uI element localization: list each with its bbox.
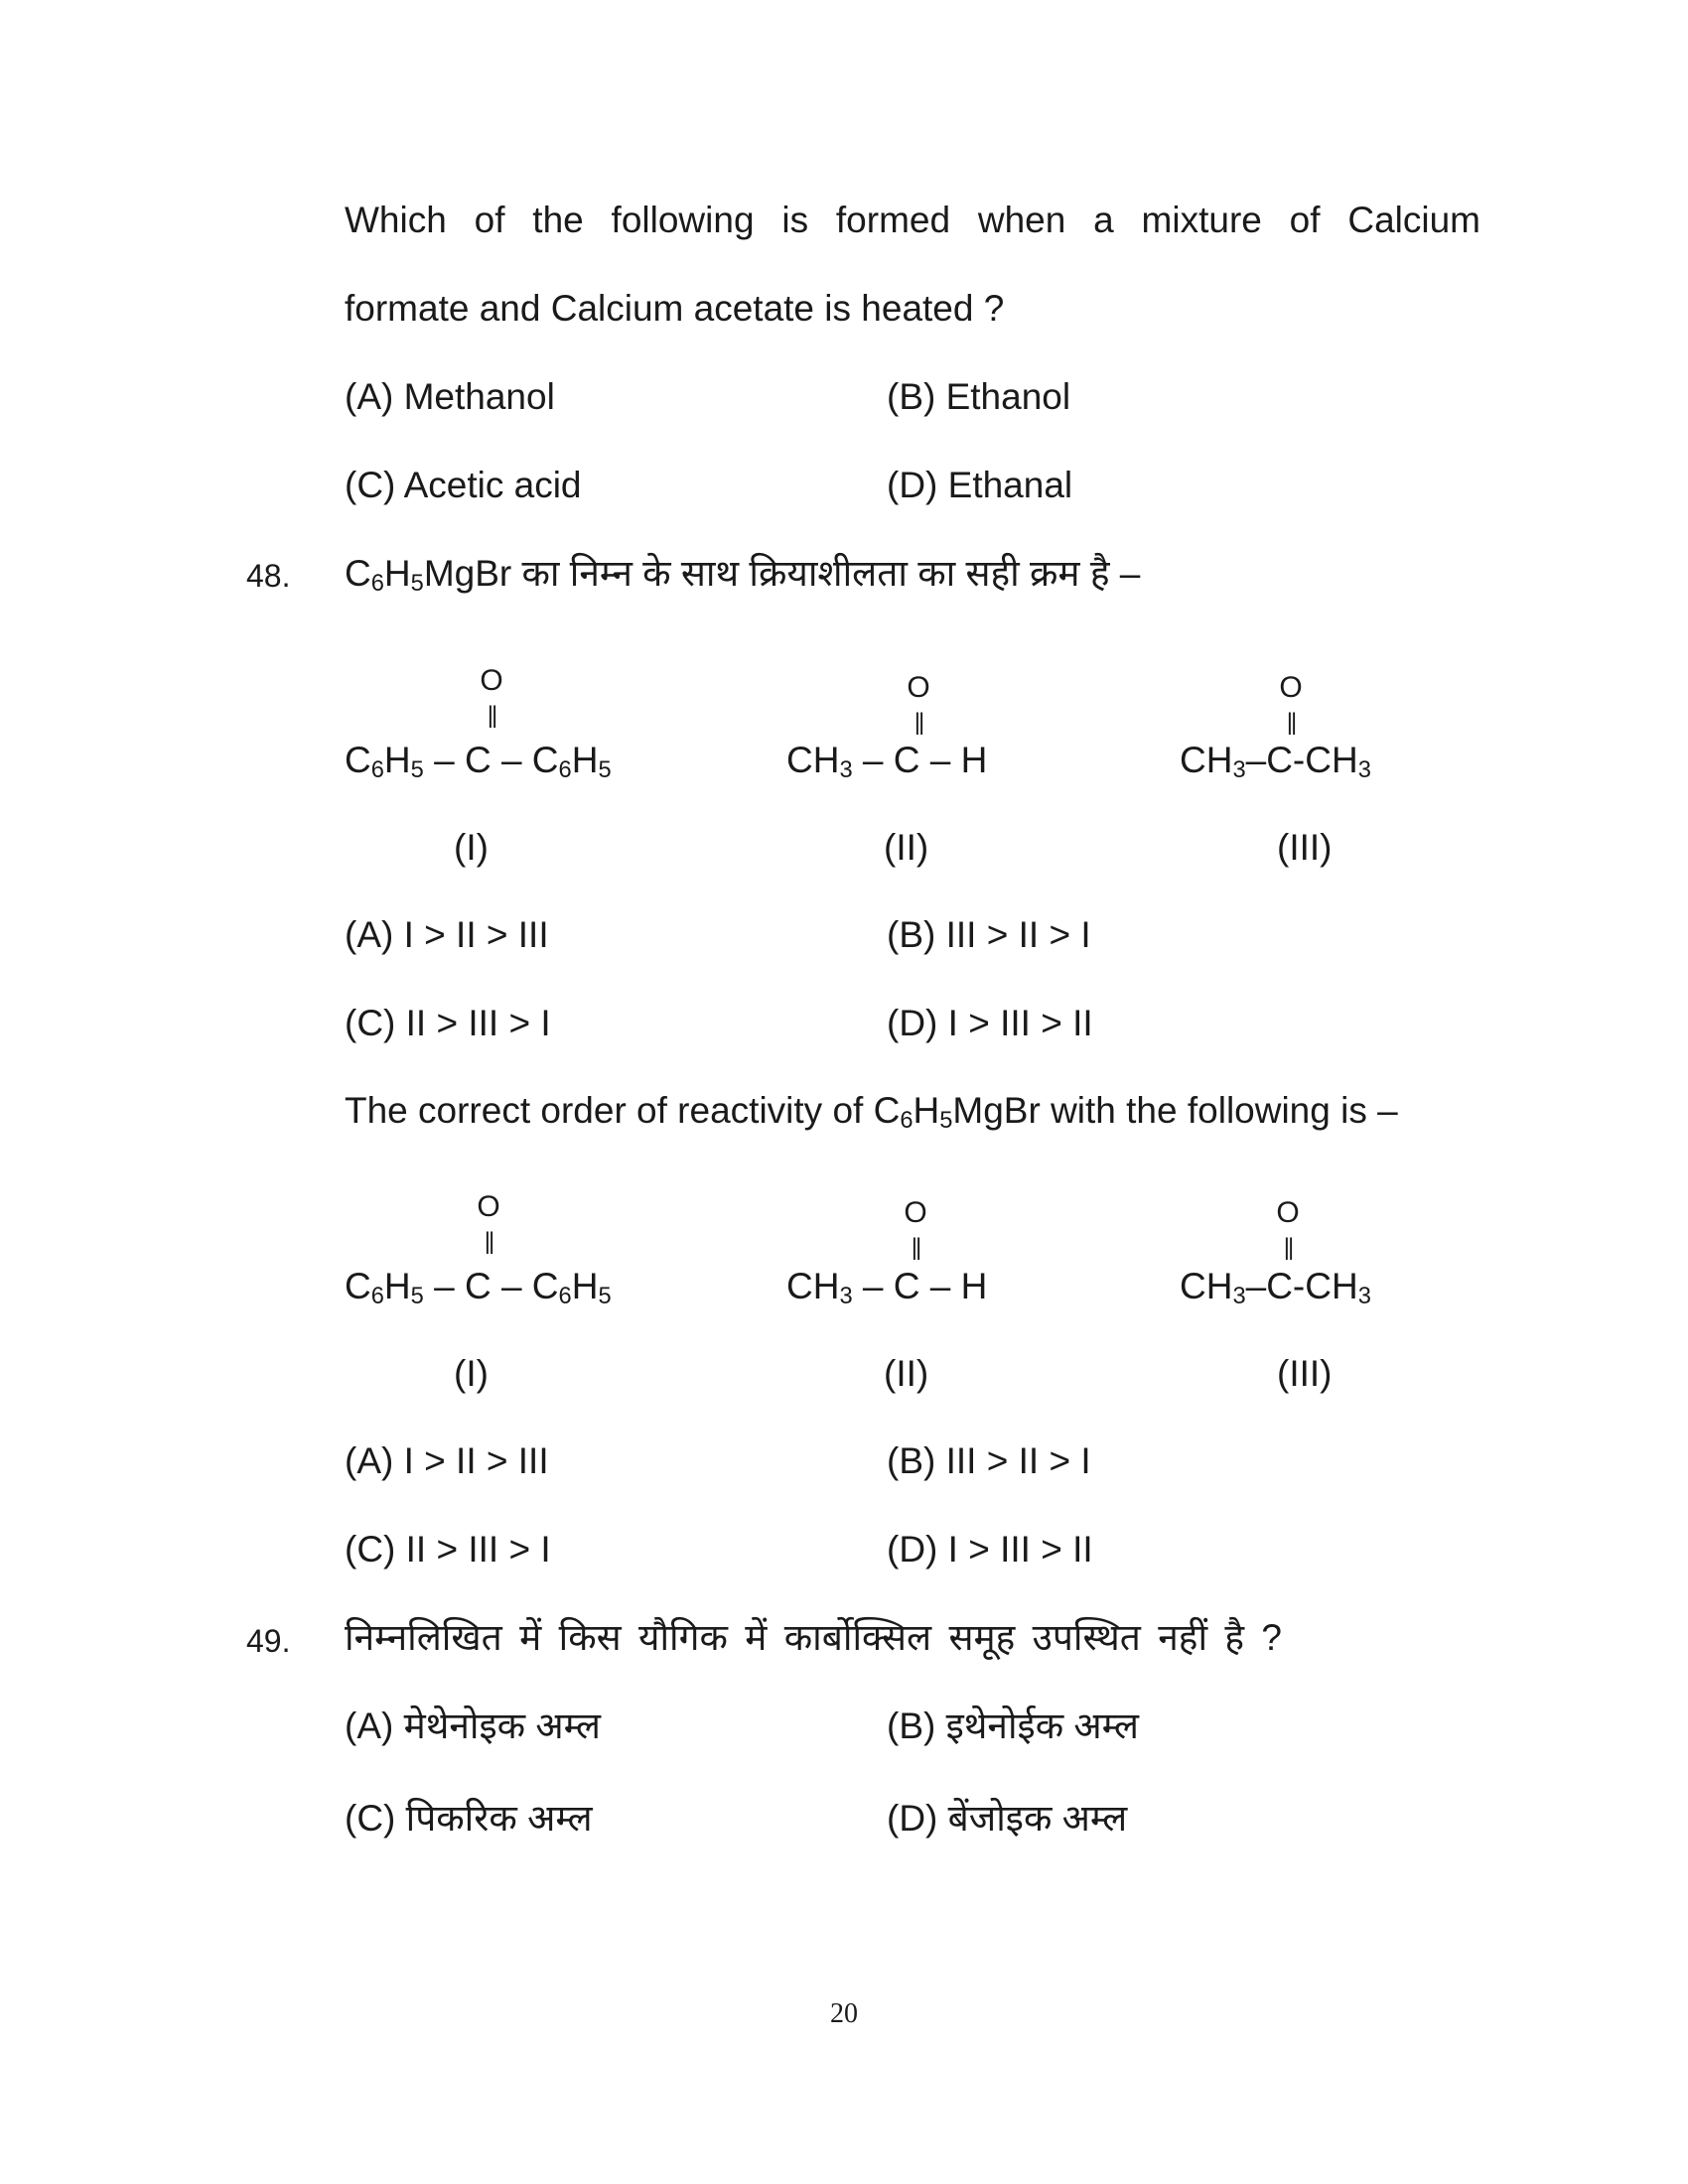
page-number: 20 <box>830 1998 858 2029</box>
q48-question-hindi: $C_6H_5MgBr$ का निम्न के साथ क्रियाशीलता का सही क्रम है – <box>345 553 1141 598</box>
oxygen-atom: O <box>1279 671 1303 704</box>
q48-question-english: The correct order of reactivity of $C_6H_5MgBr$ with the following is – <box>345 1090 1398 1135</box>
q49-option-c: (C) पिकरिक अम्ल <box>345 1798 593 1839</box>
structure-label-i: (I) <box>454 1353 489 1394</box>
structure-label-iii: (III) <box>1277 1353 1333 1394</box>
q48-english-option-b: (B) III > II > I <box>887 1440 1091 1481</box>
q48-hindi-option-a: (A) I > II > III <box>345 914 549 955</box>
structure-ii: $CH_3$ – C – H <box>786 1266 988 1310</box>
structure-label-iii: (III) <box>1277 827 1333 868</box>
q48-number: 48. <box>246 558 291 594</box>
q48-english-option-c: (C) II > III > I <box>345 1529 551 1570</box>
q49-number: 49. <box>246 1623 291 1659</box>
q47-question-line-1: Which of the following is formed when a mixture of Calcium <box>345 200 1480 240</box>
q48-hindi-option-d: (D) I > III > II <box>887 1003 1093 1043</box>
double-bond: || <box>1286 709 1296 736</box>
q47-option-b: (B) Ethanol <box>887 376 1071 417</box>
oxygen-atom: O <box>904 1196 927 1229</box>
oxygen-atom: O <box>477 1190 500 1223</box>
q48-english-option-a: (A) I > II > III <box>345 1440 549 1481</box>
q48-english-option-d: (D) I > III > II <box>887 1529 1093 1570</box>
q49-option-d: (D) बेंजोइक अम्ल <box>887 1798 1128 1839</box>
q49-question-hindi: निम्नलिखित में किस यौगिक में कार्बोक्सिल समूह उपस्थित नहीं है ? <box>345 1617 1282 1658</box>
q47-option-a: (A) Methanol <box>345 376 555 417</box>
structure-i: $C_6H_5$ – C – $C_6H_5$ <box>345 740 612 784</box>
structure-label-ii: (II) <box>884 827 929 868</box>
structure-label-i: (I) <box>454 827 489 868</box>
structure-label-ii: (II) <box>884 1353 929 1394</box>
q48-hindi-option-b: (B) III > II > I <box>887 914 1091 955</box>
double-bond: || <box>914 709 923 736</box>
q49-option-b: (B) इथेनोईक अम्ल <box>887 1706 1139 1746</box>
structure-ii: $CH_3$ – C – H <box>786 740 988 784</box>
oxygen-atom: O <box>480 664 503 697</box>
q47-question-line-2: formate and Calcium acetate is heated ? <box>345 288 1005 329</box>
q48-hindi-option-c: (C) II > III > I <box>345 1003 551 1043</box>
double-bond: || <box>484 1228 493 1255</box>
oxygen-atom: O <box>1276 1196 1300 1229</box>
structure-iii: $CH_3-C-CH_3$ <box>1180 1266 1371 1310</box>
structure-iii: $CH_3-C-CH_3$ <box>1180 740 1371 784</box>
structure-i: $C_6H_5$ – C – $C_6H_5$ <box>345 1266 612 1310</box>
q47-option-d: (D) Ethanal <box>887 465 1073 505</box>
q47-option-c: (C) Acetic acid <box>345 465 582 505</box>
double-bond: || <box>1283 1234 1293 1261</box>
double-bond: || <box>911 1234 920 1261</box>
oxygen-atom: O <box>907 671 930 704</box>
q49-option-a: (A) मेथेनोइक अम्ल <box>345 1706 601 1746</box>
double-bond: || <box>487 702 496 729</box>
